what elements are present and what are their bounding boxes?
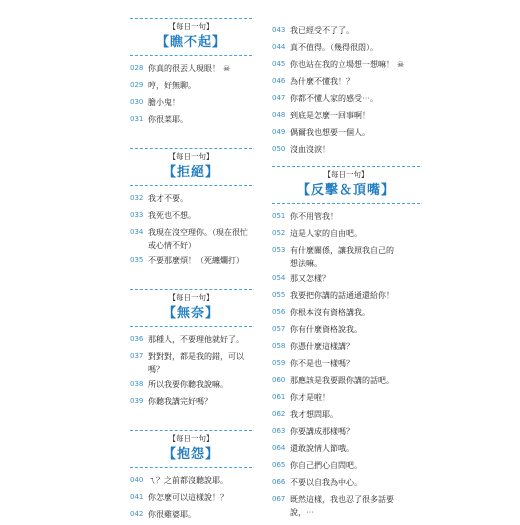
phrase-text-line: 還敢說情人節哦。	[290, 444, 354, 453]
phrase-number: 057	[272, 325, 286, 333]
phrase-number: 058	[272, 342, 286, 350]
section-subtitle: 【每日一句】	[168, 152, 214, 161]
phrase-text-line: 我死也不想。	[148, 211, 196, 220]
dashed-divider	[130, 467, 252, 468]
phrase-item	[272, 41, 420, 56]
phrase-item	[272, 75, 420, 90]
phrase-number: 066	[272, 478, 286, 486]
phrase-text	[290, 126, 420, 139]
phrase-text	[290, 357, 420, 370]
phrase-item	[272, 323, 420, 338]
phrase-number: 029	[130, 81, 144, 89]
left-column	[130, 0, 252, 525]
phrase-text-line: 或心情不好）	[148, 241, 196, 250]
phrase-text-line: 不要以自我為中心。	[290, 478, 362, 487]
phrase-text	[290, 340, 420, 353]
phrase-text	[290, 408, 420, 421]
bracket-right: 】	[212, 35, 227, 50]
phrase-text	[290, 109, 420, 122]
phrase-number: 030	[130, 98, 144, 106]
top-spacer	[272, 0, 420, 24]
phrase-text	[148, 62, 252, 75]
phrase-item	[272, 408, 420, 423]
phrase-item	[272, 126, 420, 141]
bracket-right: 】	[205, 306, 220, 321]
dashed-divider	[130, 430, 252, 431]
phrase-number: 064	[272, 444, 286, 452]
dashed-divider	[130, 289, 252, 290]
phrase-number: 067	[272, 495, 286, 503]
section-subtitle: 【每日一句】	[168, 22, 214, 31]
dashed-divider	[130, 18, 252, 19]
phrase-text	[290, 210, 420, 223]
section-header	[272, 166, 420, 204]
phrase-number: 055	[272, 291, 286, 299]
phrase-number: 035	[130, 256, 144, 264]
phrase-item	[130, 226, 252, 252]
phrase-item	[272, 306, 420, 321]
phrase-text-line: 我現在沒空理你。（現在很忙	[148, 228, 248, 237]
phrase-text-line: 我才想問耶。	[290, 410, 338, 419]
phrase-number: 039	[130, 397, 144, 405]
phrase-text	[148, 395, 252, 408]
phrase-number: 052	[272, 229, 286, 237]
phrase-item	[130, 96, 252, 111]
phrase-number: 048	[272, 111, 286, 119]
phrase-item	[272, 340, 420, 355]
section-header	[130, 430, 252, 468]
section-title	[130, 302, 252, 321]
phrase-text-line: 到底是怎麼一回事啊！	[290, 111, 370, 120]
phrase-text	[290, 425, 420, 438]
phrase-text	[148, 96, 252, 109]
phrase-item	[130, 378, 252, 393]
section-title-text: 抱怨	[176, 447, 205, 462]
phrase-text	[148, 378, 252, 391]
phrase-text	[290, 476, 420, 489]
section-title	[130, 31, 252, 50]
bracket-left: 【	[162, 447, 177, 462]
phrase-text-line: 說，⋯	[290, 508, 314, 517]
dashed-divider	[130, 148, 252, 149]
phrase-item	[272, 227, 420, 242]
phrase-text	[290, 24, 420, 37]
phrase-number: 047	[272, 94, 286, 102]
bracket-right: 】	[205, 447, 220, 462]
phrase-number: 056	[272, 308, 286, 316]
section-subtitle: 【每日一句】	[168, 293, 214, 302]
phrase-text	[148, 350, 252, 376]
phrase-text	[290, 391, 420, 404]
phrase-text	[290, 374, 420, 387]
section-title	[130, 161, 252, 180]
phrase-text-line: 你不用管我！	[290, 212, 338, 221]
phrase-item	[272, 289, 420, 304]
bracket-right: 】	[381, 183, 396, 198]
bracket-left: 【	[155, 35, 170, 50]
phrase-item	[130, 508, 252, 523]
phrase-item	[272, 24, 420, 39]
phrase-text-line: 你很雞婆耶。	[148, 510, 196, 519]
phrase-text-line: 有什麼關係，讓我照我自己的	[290, 246, 394, 255]
phrase-number: 046	[272, 77, 286, 85]
phrase-text	[290, 323, 420, 336]
phrase-number: 061	[272, 393, 286, 401]
phrase-number: 060	[272, 376, 286, 384]
phrase-text	[290, 41, 420, 54]
phrase-text	[148, 79, 252, 92]
section-title-text: 瞧不起	[169, 35, 212, 50]
phrase-text-line: 不要那麼煩！（死纏爛打）	[148, 256, 244, 265]
section-title	[130, 443, 252, 462]
phrase-text-line: 你才是啦！	[290, 393, 330, 402]
phrase-number: 045	[272, 60, 286, 68]
phrase-number: 032	[130, 194, 144, 202]
right-column	[272, 0, 420, 521]
phrase-item	[272, 272, 420, 287]
phrase-text-line: 那種人，不要理他就好了。	[148, 335, 244, 344]
phrase-number: 040	[130, 476, 144, 484]
phrase-number: 042	[130, 510, 144, 518]
phrase-item	[272, 425, 420, 440]
phrase-item	[272, 391, 420, 406]
phrase-text-line: 那應該是我要跟你講的話吧。	[290, 376, 394, 385]
phrase-text	[148, 113, 252, 126]
bracket-left: 【	[296, 183, 311, 198]
phrase-text	[290, 58, 420, 71]
phrase-item	[272, 476, 420, 491]
phrase-item	[130, 474, 252, 489]
phrase-text	[290, 493, 420, 519]
section-title-text: 無奈	[176, 306, 205, 321]
phrase-text-line: 哼，好無聊。	[148, 81, 196, 90]
phrase-text-line: 你要講成那樣嗎？	[290, 427, 354, 436]
phrase-item	[272, 143, 420, 158]
section-subtitle: 【每日一句】	[168, 434, 214, 443]
phrase-text-line: 想法嘛。	[290, 259, 322, 268]
phrase-text-line: 沒血沒淚！	[290, 145, 330, 154]
phrase-item	[130, 62, 252, 77]
phrase-text-line: 你怎麼可以這樣說！？	[148, 493, 228, 502]
dashed-divider	[130, 55, 252, 56]
phrase-text-line: 對對對，都是我的錯，可以嗎？	[148, 352, 244, 374]
phrase-item	[130, 113, 252, 128]
phrase-text-line: 為什麼不懂我！？	[290, 77, 354, 86]
phrase-item	[272, 210, 420, 225]
phrase-item	[272, 92, 420, 107]
bracket-right: 】	[205, 165, 220, 180]
phrase-item	[272, 58, 420, 73]
dashed-divider	[130, 326, 252, 327]
phrase-text-line: 你不是也一樣嗎？	[290, 359, 354, 368]
phrase-text	[148, 254, 252, 267]
phrase-item	[130, 350, 252, 376]
phrase-text-line: 偶爾我也想要一個人。	[290, 128, 370, 137]
phrase-number: 062	[272, 410, 286, 418]
phrase-number: 050	[272, 145, 286, 153]
phrase-number: 044	[272, 43, 286, 51]
phrase-item	[130, 254, 252, 269]
phrase-number: 053	[272, 246, 286, 254]
skull-crossbones-icon: ☠	[223, 64, 231, 73]
dashed-divider	[272, 166, 420, 167]
phrase-text-line: 我要把你講的話通通還給你！	[290, 291, 394, 300]
phrase-text-line: 我才不要。	[148, 194, 188, 203]
phrase-item	[272, 459, 420, 474]
phrase-item	[272, 357, 420, 372]
phrase-text	[148, 491, 252, 504]
phrase-text-line: 那又怎樣？	[290, 274, 330, 283]
section-header	[130, 148, 252, 186]
phrase-text-line: 你聽我講完好嗎？	[148, 397, 212, 406]
phrase-item	[272, 244, 420, 270]
phrase-text-line: 所以我要你聽我說嘛。	[148, 380, 228, 389]
phrase-text-line: 你有什麼資格說我。	[290, 325, 362, 334]
phrase-item	[272, 109, 420, 124]
section-header	[130, 289, 252, 327]
dashed-divider	[272, 203, 420, 204]
phrase-text	[290, 143, 420, 156]
phrase-item	[130, 192, 252, 207]
phrase-item	[272, 374, 420, 389]
phrase-text	[148, 192, 252, 205]
phrase-number: 036	[130, 335, 144, 343]
phrase-number: 059	[272, 359, 286, 367]
phrase-item	[130, 491, 252, 506]
phrase-item	[130, 209, 252, 224]
phrase-number: 034	[130, 228, 144, 236]
phrase-number: 033	[130, 211, 144, 219]
bracket-left: 【	[162, 306, 177, 321]
phrase-text	[290, 442, 420, 455]
section-title	[272, 179, 420, 198]
phrase-text-line: 你很菜耶。	[148, 115, 188, 124]
phrase-number: 065	[272, 461, 286, 469]
phrase-text	[148, 474, 252, 487]
phrase-text-line: 既然這樣，我也忍了很多話要	[290, 495, 394, 504]
phrase-number: 049	[272, 128, 286, 136]
phrase-text	[148, 209, 252, 222]
phrase-text	[148, 333, 252, 346]
phrase-text	[148, 508, 252, 521]
phrase-text-line: 你都不懂人家的感受⋯。	[290, 94, 378, 103]
section-header	[130, 18, 252, 56]
phrase-text-line: 真不值得。（幾得很悶）。	[290, 43, 378, 52]
phrase-number: 063	[272, 427, 286, 435]
section-subtitle: 【每日一句】	[323, 170, 369, 179]
phrase-text-line: 你根本沒有資格講我。	[290, 308, 370, 317]
section-title-text: 反擊＆頂嘴	[310, 183, 381, 198]
phrase-number: 051	[272, 212, 286, 220]
phrase-text	[290, 244, 420, 270]
phrase-number: 043	[272, 26, 286, 34]
phrase-text-line: 你自己捫心自問吧。	[290, 461, 362, 470]
phrase-item	[272, 442, 420, 457]
phrase-number: 054	[272, 274, 286, 282]
phrase-text-line: 你真的很丟人現眼！	[148, 64, 220, 73]
phrase-text	[290, 92, 420, 105]
phrase-text	[290, 227, 420, 240]
phrase-text	[290, 289, 420, 302]
dashed-divider	[130, 185, 252, 186]
phrase-text	[290, 306, 420, 319]
phrase-text	[290, 272, 420, 285]
phrase-number: 028	[130, 64, 144, 72]
phrase-item	[130, 395, 252, 410]
phrase-text-line: 你憑什麼這樣講？	[290, 342, 354, 351]
phrase-text-line: 膽小鬼！	[148, 98, 180, 107]
phrase-text-line: 這是人家的自由吧。	[290, 229, 362, 238]
phrase-text	[148, 226, 252, 252]
section-title-text: 拒絕	[176, 165, 205, 180]
phrase-item	[130, 333, 252, 348]
phrase-number: 041	[130, 493, 144, 501]
phrase-text	[290, 75, 420, 88]
phrase-number: 038	[130, 380, 144, 388]
skull-crossbones-icon: ☠	[397, 60, 405, 69]
phrase-item	[272, 493, 420, 519]
phrase-number: 037	[130, 352, 144, 360]
phrase-text-line: 我已經受不了了。	[290, 26, 354, 35]
phrase-text-line: 你也站在我的立場想一想嘛！	[290, 60, 394, 69]
bracket-left: 【	[162, 165, 177, 180]
phrase-item	[130, 79, 252, 94]
phrase-text	[290, 459, 420, 472]
phrase-number: 031	[130, 115, 144, 123]
phrase-text-line: ㄟ？之前都沒聽說耶。	[148, 476, 228, 485]
